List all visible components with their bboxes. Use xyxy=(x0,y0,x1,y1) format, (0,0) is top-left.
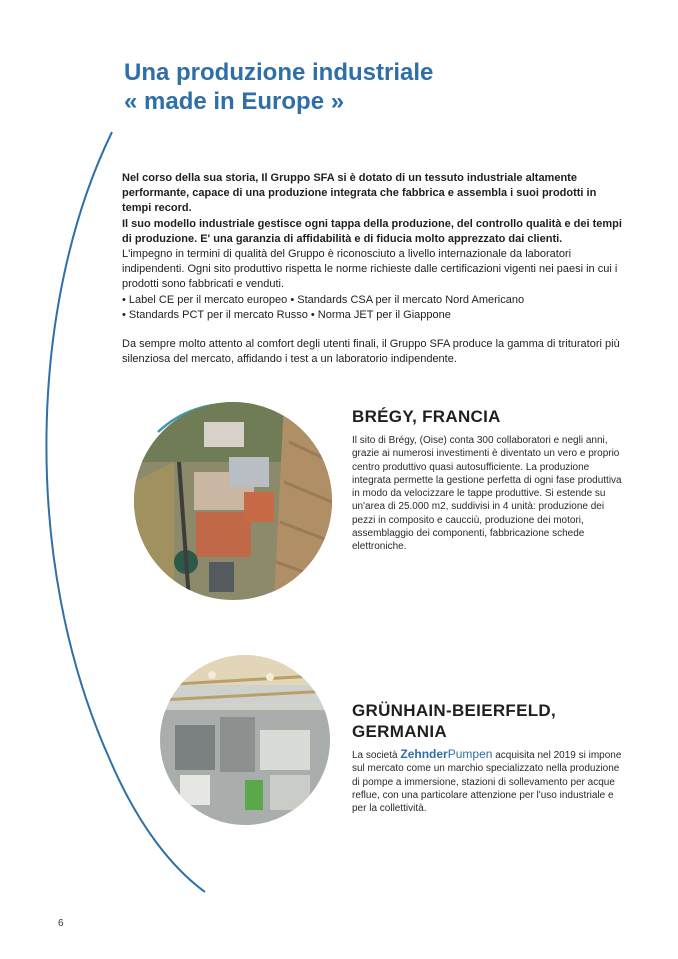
bregy-aerial-photo xyxy=(134,402,332,600)
page-title xyxy=(124,58,433,116)
intro-paragraph-4: Da sempre molto attento al comfort degli utenti finali, il Gruppo SFA produce la gamma di trituratori più silenziosa del mercato, affidando i test a un laboratorio indipendente. xyxy=(122,338,620,366)
zehnder-pumpen-logo-part-2: Pumpen xyxy=(447,747,493,761)
site-title-grunhain xyxy=(352,700,556,742)
intro-paragraph-1: Nel corso della sua storia, Il Gruppo SFA si è dotato di un tessuto industriale altamente performante, capace di una produzione integrata che fabbrica e assembla i suoi prodotti in tempi record. xyxy=(122,172,597,215)
intro-paragraph-2: Il suo modello industriale gestisce ogni tappa della produzione, del controllo qualità e dei tempi di produzione. E' una garanzia di affidabilità e di fiducia molto apprezzato dai clienti. xyxy=(122,217,622,245)
site-text-grunhain-after: acquisita nel 2019 si impone sul mercato come un marchio specializzato nella produzione di pompe a immersione, stazioni di sollevamento per acque reflue, con una particolare attenzione per l'uso industriale e per la collettività. xyxy=(352,750,622,815)
site-title-grunhain-line-2: GERMANIA xyxy=(352,722,447,741)
page-title-line-2: « made in Europe » xyxy=(124,88,345,115)
intro-paragraph-3: L'impegno in termini di qualità del Gruppo è riconosciuto a livello internazionale da laboratori indipendenti. Ogni sito produttivo rispetta le norme richieste dalle certificazioni vigenti nei paesi in cui i prodotti sono fabbricati e venduti. xyxy=(122,248,618,291)
site-title-bregy: BRÉGY, FRANCIA xyxy=(352,407,501,426)
site-title-grunhain-line-1: GRÜNHAIN-BEIERFELD, xyxy=(352,701,557,720)
certification-bullets-2: • Standards PCT per il mercato Russo • Norma JET per il Giappone xyxy=(122,308,451,321)
certification-bullets-1: • Label CE per il mercato europeo • Standards CSA per il mercato Nord Americano xyxy=(122,293,525,306)
zehnder-pumpen-logo-part-1: Zehnder xyxy=(400,747,448,761)
site-text-bregy: Il sito di Brégy, (Oise) conta 300 collaboratori e negli anni, grazie ai numerosi investimenti è diventato un vero e proprio centro produttivo quasi autosufficiente. La produzione integrata permette la gestione perfetta di ogni fase produttiva in modo da velocizzare le tappe produttive. Si estende su un'area di 25.000 m2, suddivisi in 4 unità: produzione dei pezzi in composito e caucciù, produzione dei motori, assemblaggio dei componenti, fabbricazione schede elettroniche. xyxy=(352,435,622,553)
site-text-grunhain xyxy=(352,748,624,815)
site-text-grunhain-before: La società xyxy=(352,750,401,761)
page-number: 6 xyxy=(58,918,64,929)
page-title-line-1: Una produzione industriale xyxy=(124,59,434,86)
grunhain-factory-photo xyxy=(160,655,330,825)
intro-text xyxy=(122,171,622,367)
